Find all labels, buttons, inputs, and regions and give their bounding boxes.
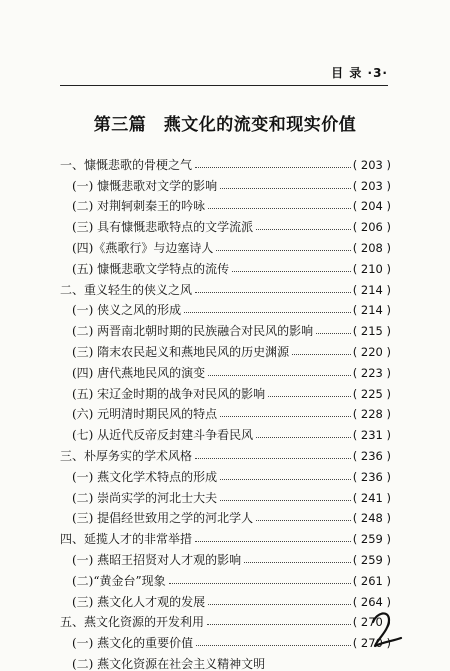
dot-leader: [256, 229, 351, 230]
toc-entry-page: ( 210 ): [352, 261, 391, 276]
toc-entry: [60, 401, 391, 422]
dot-leader: [220, 500, 351, 501]
dot-leader: [208, 208, 351, 209]
toc-entry-page: ( 236 ): [352, 448, 391, 463]
toc-entry: [60, 297, 391, 318]
toc-entry: [60, 380, 391, 401]
toc-entry-page: ( 259 ): [352, 552, 391, 567]
toc-entry: [60, 317, 391, 338]
handwritten-mark-icon: [367, 608, 407, 652]
dot-leader: [256, 437, 351, 438]
toc-entry-title: (三) 燕文化人才观的发展: [72, 594, 206, 609]
toc-entry: [60, 505, 391, 526]
toc-entry: [60, 172, 391, 193]
running-header: [60, 61, 388, 86]
toc-entry-title: (二) 燕文化资源在社会主义精神文明: [72, 656, 266, 671]
toc-entry: [60, 525, 391, 546]
toc-entry: [60, 484, 391, 505]
dot-leader: [195, 458, 351, 459]
toc-entry-title: (一) 侠义之风的形成: [72, 303, 182, 318]
toc-entry-page: ( 248 ): [352, 511, 391, 526]
toc-entry-page: ( 203 ): [352, 178, 391, 193]
dot-leader: [232, 271, 351, 272]
toc-entry-page: ( 228 ): [352, 407, 391, 422]
dot-leader: [220, 188, 351, 189]
dot-leader: [244, 562, 351, 563]
toc-entry: [60, 151, 391, 172]
dot-leader: [292, 354, 351, 355]
toc-entry: [60, 609, 391, 630]
toc-entry-title: (七) 从近代反帝反封建斗争看民风: [72, 428, 254, 443]
toc-entry-title: 五、燕文化资源的开发利用: [60, 615, 205, 630]
dot-leader: [195, 541, 351, 542]
toc-entry-page: ( 203 ): [352, 157, 391, 172]
dot-leader: [169, 583, 351, 584]
dot-leader: [208, 604, 351, 605]
toc-entry-title: (一) 燕文化的重要价值: [72, 636, 194, 651]
toc-entry-page: ( 225 ): [352, 386, 391, 401]
dot-leader: [220, 479, 351, 480]
toc-entry-page: ( 270 ): [352, 615, 391, 630]
dot-leader: [207, 624, 351, 625]
header-text: 目 录 ·3·: [331, 66, 388, 80]
dot-leader: [256, 520, 351, 521]
toc-entry-page: ( 241 ): [352, 490, 391, 505]
toc-entry-title: 三、朴厚务实的学术风格: [60, 448, 193, 463]
toc-entry-page: ( 261 ): [352, 573, 391, 588]
toc-entry-page: ( 236 ): [352, 469, 391, 484]
toc-entry: [60, 650, 391, 671]
dot-leader: [208, 375, 351, 376]
toc-entry: [60, 421, 391, 442]
dot-leader: [216, 250, 350, 251]
toc-entry-page: ( 214 ): [352, 282, 391, 297]
section-title: 第三篇 燕文化的流变和现实价值: [93, 115, 357, 135]
toc-entry: [60, 234, 391, 255]
toc-entry-title: (五) 慷慨悲歌文学特点的流传: [72, 261, 230, 276]
toc-entry-title: (三) 具有慷慨悲歌特点的文学流派: [72, 220, 254, 235]
toc-entry-title: (二) 对荆轲刺秦王的吟咏: [72, 199, 206, 214]
toc-entry-page: ( 270 ): [352, 636, 391, 651]
toc-entry-title: 一、慷慨悲歌的骨梗之气: [60, 157, 193, 172]
toc-entry-title: (四) 唐代燕地民风的演变: [72, 365, 206, 380]
toc-entry: [60, 359, 391, 380]
toc-entry-title: (五) 宋辽金时期的战争对民风的影响: [72, 386, 266, 401]
toc-entry-page: ( 223 ): [352, 365, 391, 380]
table-of-contents: [60, 151, 391, 671]
toc-entry-page: ( 214 ): [352, 303, 391, 318]
toc-entry-title: (一) 燕文化学术特点的形成: [72, 469, 218, 484]
dot-leader: [184, 312, 351, 313]
toc-entry: [60, 629, 391, 650]
toc-entry-title: (三) 隋末农民起义和燕地民风的历史渊源: [72, 344, 290, 359]
toc-entry-title: (二)“黄金台”现象: [72, 573, 166, 588]
toc-entry-page: ( 204 ): [352, 199, 391, 214]
toc-entry-title: (二) 崇尚实学的河北士大夫: [72, 490, 218, 505]
toc-entry-page: ( 208 ): [352, 240, 391, 255]
toc-entry: [60, 567, 391, 588]
toc-entry-title: 二、重义轻生的侠义之风: [60, 282, 193, 297]
toc-entry-page: ( 206 ): [352, 220, 391, 235]
toc-entry-title: (一) 慷慨悲歌对文学的影响: [72, 178, 218, 193]
toc-entry: [60, 255, 391, 276]
toc-entry-page: ( 220 ): [352, 344, 391, 359]
toc-entry-page: ( 215 ): [352, 324, 391, 339]
toc-entry-title: (一) 燕昭王招贤对人才观的影响: [72, 552, 242, 567]
toc-entry-page: ( 231 ): [352, 428, 391, 443]
dot-leader: [316, 333, 351, 334]
dot-leader: [195, 292, 351, 293]
toc-entry-title: 四、延揽人才的非常举措: [60, 532, 193, 547]
toc-entry-page: ( 259 ): [352, 532, 391, 547]
dot-leader: [220, 416, 351, 417]
toc-entry: [60, 213, 391, 234]
toc-entry-page: ( 264 ): [352, 594, 391, 609]
dot-leader: [195, 167, 351, 168]
toc-entry: [60, 463, 391, 484]
dot-leader: [196, 645, 351, 646]
toc-entry: [60, 276, 391, 297]
toc-entry-title: (四)《燕歌行》与边塞诗人: [72, 240, 214, 255]
toc-entry: [60, 338, 391, 359]
toc-entry: [60, 588, 391, 609]
toc-entry: [60, 442, 391, 463]
toc-entry-title: (六) 元明清时期民风的特点: [72, 407, 218, 422]
toc-entry: [60, 193, 391, 214]
toc-entry-title: (二) 两晋南北朝时期的民族融合对民风的影响: [72, 324, 314, 339]
toc-entry: [60, 546, 391, 567]
dot-leader: [268, 396, 351, 397]
toc-entry-title: (三) 提倡经世致用之学的河北学人: [72, 511, 254, 526]
